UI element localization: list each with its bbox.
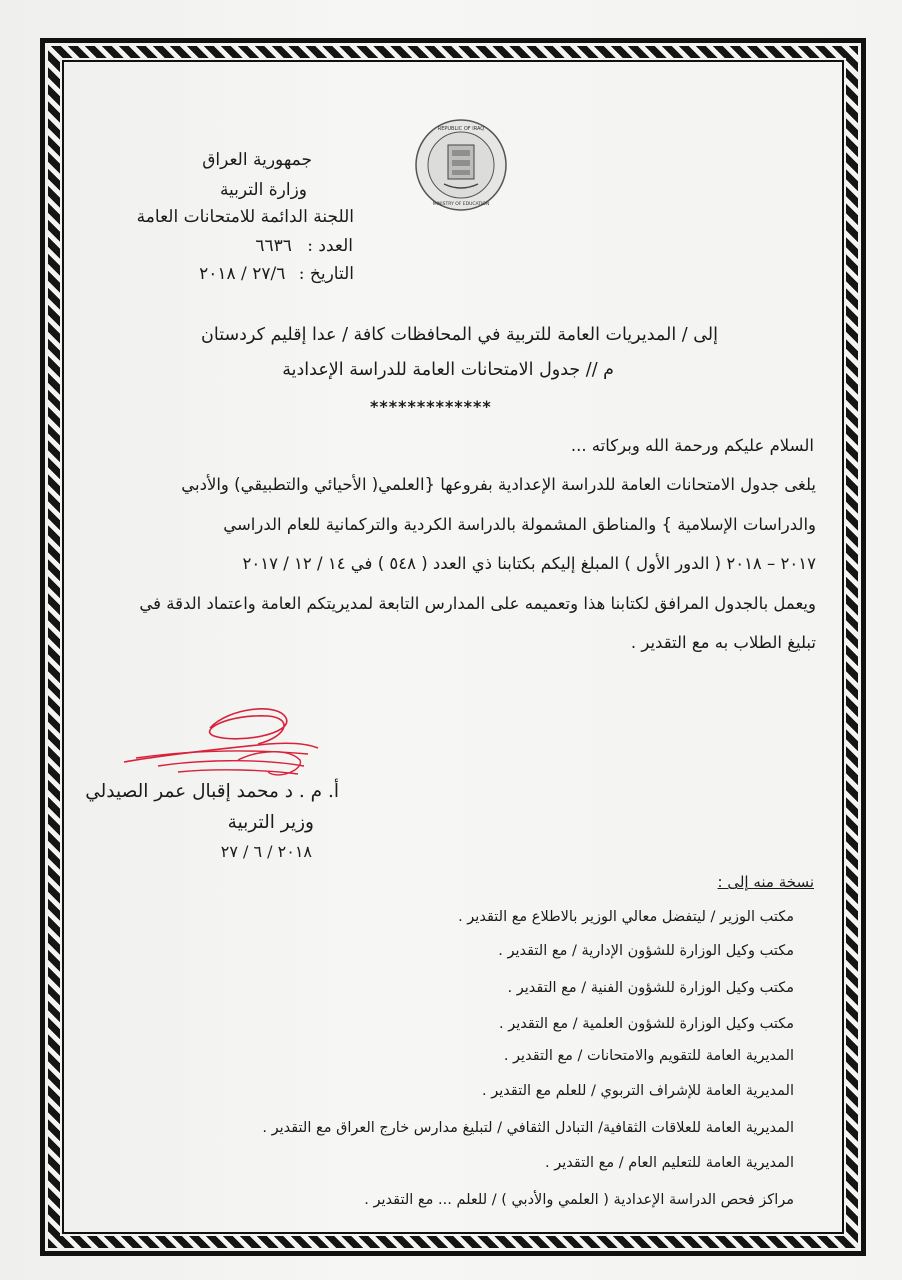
ministry-seal-icon — [414, 118, 508, 212]
header-ministry: وزارة التربية — [219, 180, 307, 200]
header-number — [255, 236, 353, 256]
seal-text-top: REPUBLIC OF IRAQ — [437, 126, 485, 132]
body-line-3: ٢٠١٧ – ٢٠١٨ ( الدور الأول ) المبلغ إليكم بكتابنا ذي العدد ( ٥٤٨ ) في ١٤ / ١٢ / ٢٠١٧ — [242, 554, 816, 573]
header-date — [199, 264, 354, 284]
body-line-1: يلغى جدول الامتحانات العامة للدراسة الإعدادية بفروعها {العلمي( الأحيائي والتطبيقي) والأدبي — [181, 475, 816, 494]
header-committee: اللجنة الدائمة للامتحانات العامة — [136, 207, 354, 227]
recipient-line: إلى / المديريات العامة للتربية في المحافظات كافة / عدا إقليم كردستان — [201, 325, 718, 345]
copy-item: مكتب وكيل الوزارة للشؤون الفنية / مع التقدير . — [507, 980, 794, 996]
seal-text-bottom: MINISTRY OF EDUCATION — [432, 202, 490, 207]
number-value: ٦٦٣٦ — [255, 236, 292, 256]
copy-item: المديرية العامة للإشراف التربوي / للعلم مع التقدير . — [482, 1083, 794, 1099]
copy-item: مكتب الوزير / ليتفضل معالي الوزير بالاطلاع مع التقدير . — [458, 909, 794, 925]
body-line-2: والدراسات الإسلامية } والمناطق المشمولة بالدراسة الكردية والتركمانية للعام الدراسي — [223, 515, 816, 534]
separator-stars: ************* — [370, 397, 492, 416]
signatory-name: أ. م . د محمد إقبال عمر الصيدلي — [85, 781, 339, 802]
copies-heading: نسخة منه إلى : — [717, 873, 814, 891]
subject-line: م // جدول الامتحانات العامة للدراسة الإعدادية — [282, 360, 614, 380]
body-line-5: تبليغ الطلاب به مع التقدير . — [630, 633, 816, 652]
copy-item: مكتب وكيل الوزارة للشؤون الإدارية / مع التقدير . — [498, 943, 794, 959]
greeting: السلام عليكم ورحمة الله وبركاته ... — [570, 436, 814, 455]
copy-item: مراكز فحص الدراسة الإعدادية ( العلمي والأدبي ) / للعلم ... مع التقدير . — [364, 1192, 794, 1208]
copy-item: المديرية العامة للتعليم العام / مع التقدير . — [545, 1155, 794, 1171]
copy-item: المديرية العامة للتقويم والامتحانات / مع التقدير . — [503, 1048, 794, 1064]
signature-date: ٢٠١٨ / ٦ / ٢٧ — [220, 842, 312, 861]
date-label: التاريخ : — [298, 264, 354, 284]
copy-item: مكتب وكيل الوزارة للشؤون العلمية / مع التقدير . — [499, 1016, 794, 1032]
date-value: ٢٧/٦ / ٢٠١٨ — [199, 264, 286, 284]
signatory-title: وزير التربية — [227, 812, 314, 833]
copy-item: المديرية العامة للعلاقات الثقافية/ التبادل الثقافي / لتبليغ مدارس خارج العراق مع التقدير . — [262, 1120, 794, 1136]
header-country: جمهورية العراق — [202, 150, 312, 170]
body-line-4: ويعمل بالجدول المرافق لكتابنا هذا وتعميمه على المدارس التابعة لمديريتكم العامة واعتماد الدقة في — [139, 594, 816, 613]
number-label: العدد : — [307, 236, 353, 256]
